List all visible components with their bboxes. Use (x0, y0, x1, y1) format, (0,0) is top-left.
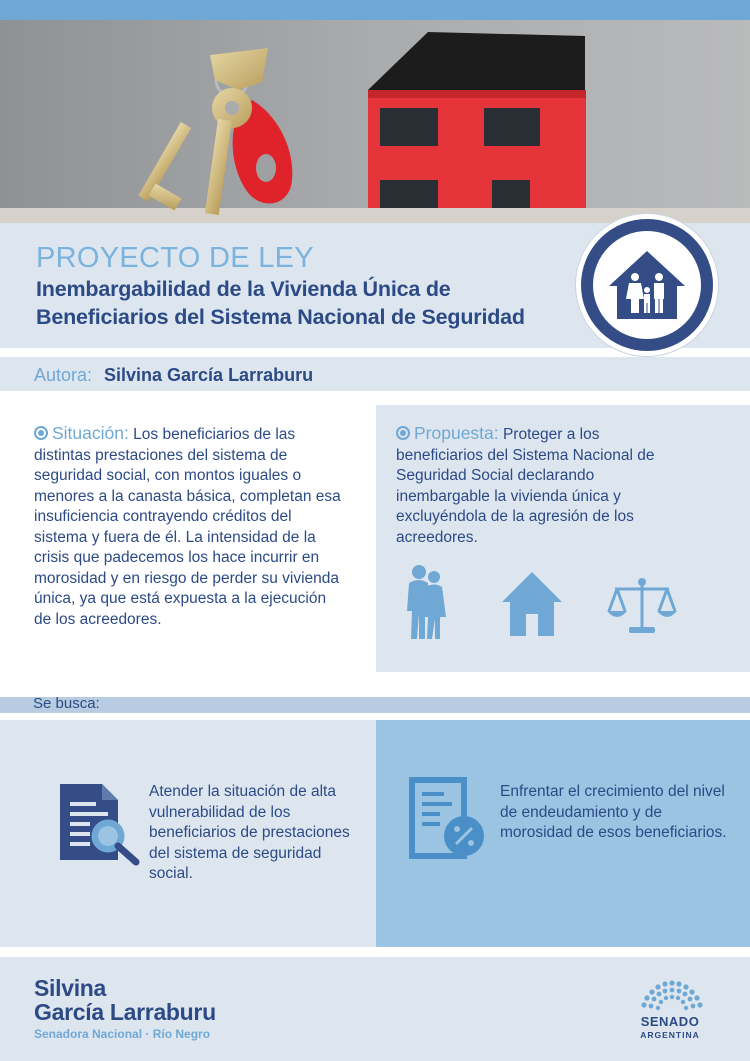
objective-text-1: Atender la situación de alta vulnerabilidad de los beneficiarios de prestaciones del sistema de seguridad social. (149, 783, 350, 882)
author-label: Autora: (34, 365, 93, 385)
elderly-couple-icon (404, 563, 448, 646)
propuesta-text: Proteger a los beneficiarios del Sistema Nacional de Seguridad Social declarando inembargable la vivienda única y excluyéndola de la agresión de los acreedores. (396, 426, 655, 546)
situacion-text: Los beneficiarios de las distintas prestaciones del sistema de seguridad social, con montos iguales o menores a la canasta básica, completan esa insuficiencia contrayendo créditos del sistema y fuera de él. La intensidad de la crisis que padecemos los hace incurrir en morosidad y en riesgo de perder su vivienda única, ya que está expuesta a la ejecución de los acreedores. (34, 426, 341, 628)
propuesta-heading: Propuesta: (414, 423, 499, 443)
senado-wordmark: SENADO (640, 1014, 700, 1029)
hero-photo (0, 20, 750, 223)
objective-text-2: Enfrentar el crecimiento del nivel de endeudamiento y de morosidad de esos beneficiarios. (500, 783, 727, 841)
situacion-heading: Situación: (52, 423, 129, 443)
project-title-line-2: Beneficiarios del Sistema Nacional de Seguridad (36, 305, 525, 329)
footer-name-line-1: Silvina (34, 975, 107, 1001)
footer-name-line-2: García Larraburu (34, 999, 216, 1025)
house-icon (500, 570, 564, 643)
se-busca-band (0, 697, 750, 713)
situacion-section (34, 423, 346, 630)
document-percent-icon (408, 776, 490, 867)
emblem-inner-circle (593, 231, 701, 339)
family-house-icon (593, 231, 701, 339)
top-accent-bar (0, 0, 750, 20)
keys-and-house-illustration (0, 20, 750, 223)
se-busca-label: Se busca: (33, 695, 100, 712)
document-search-icon (56, 780, 144, 873)
target-bullet-icon (396, 426, 410, 440)
propuesta-section (396, 423, 686, 548)
justice-scale-icon (607, 577, 677, 642)
footer-role: Senadora Nacional · Río Negro (34, 1027, 211, 1041)
senado-dome-logo (640, 977, 704, 1018)
author-name: Silvina García Larraburu (104, 365, 314, 385)
target-bullet-icon (34, 426, 48, 440)
senado-subtitle: ARGENTINA (640, 1030, 700, 1040)
project-kicker: PROYECTO DE LEY (36, 242, 314, 274)
project-title-line-1: Inembargabilidad de la Vivienda Única de (36, 277, 451, 301)
